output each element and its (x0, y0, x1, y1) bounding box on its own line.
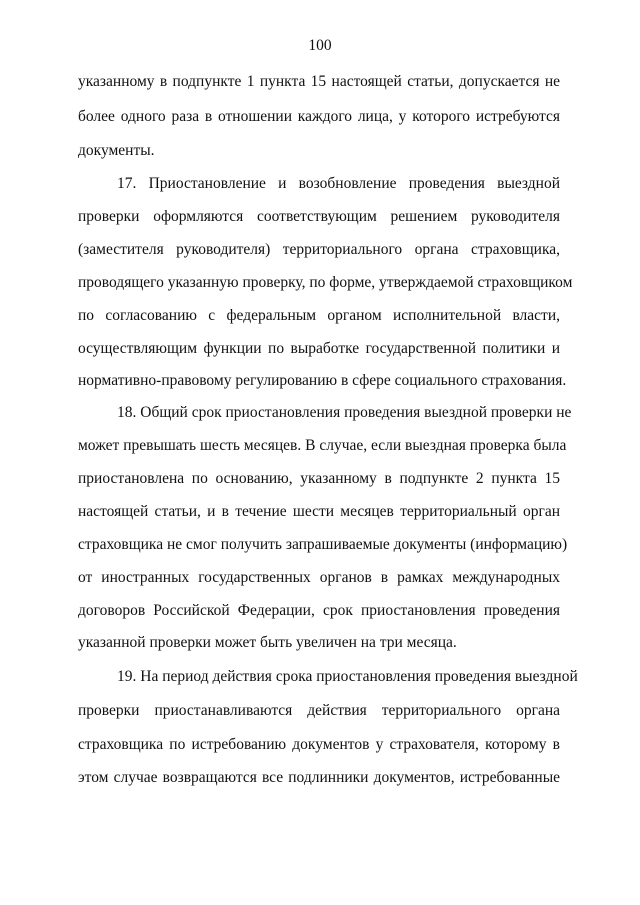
text-line: настоящей статьи, и в течение шести месяцев территориальный орган (78, 503, 560, 520)
text-line: страховщика по истребованию документов у страхователя, которому в (78, 736, 560, 753)
text-line: проводящего указанную проверку, по форме, утверждаемой страховщиком (78, 274, 573, 291)
text-line: нормативно-правовому регулированию в сфере социального страхования. (78, 372, 567, 389)
text-line: указанному в подпункте 1 пункта 15 настоящей статьи, допускается не (78, 73, 560, 90)
paragraph-17-first-line: 17. Приостановление и возобновление проведения выездной (117, 175, 560, 192)
text-line: более одного раза в отношении каждого лица, у которого истребуются (78, 108, 560, 125)
text-line: договоров Российской Федерации, срок приостановления проведения (78, 602, 560, 619)
text-line: (заместителя руководителя) территориального органа страховщика, (78, 241, 560, 258)
text-line: проверки оформляются соответствующим решением руководителя (78, 208, 560, 225)
text-line: по согласованию с федеральным органом исполнительной власти, (78, 307, 560, 324)
text-line: страховщика не смог получить запрашиваемые документы (информацию) (78, 536, 568, 553)
text-line: приостановлена по основанию, указанному в подпункте 2 пункта 15 (78, 470, 560, 487)
text-line: может превышать шесть месяцев. В случае, если выездная проверка была (78, 437, 567, 454)
paragraph-18-first-line: 18. Общий срок приостановления проведения выездной проверки не (117, 404, 572, 421)
text-line: документы. (78, 142, 155, 159)
text-line: осуществляющим функции по выработке государственной политики и (78, 340, 560, 357)
text-line: этом случае возвращаются все подлинники документов, истребованные (78, 769, 560, 786)
text-line: от иностранных государственных органов в рамках международных (78, 569, 560, 586)
text-line: проверки приостанавливаются действия территориального органа (78, 702, 560, 719)
page-number: 100 (308, 37, 332, 54)
paragraph-19-first-line: 19. На период действия срока приостановления проведения выездной (117, 668, 578, 685)
text-line: указанной проверки может быть увеличен на три месяца. (78, 634, 457, 651)
